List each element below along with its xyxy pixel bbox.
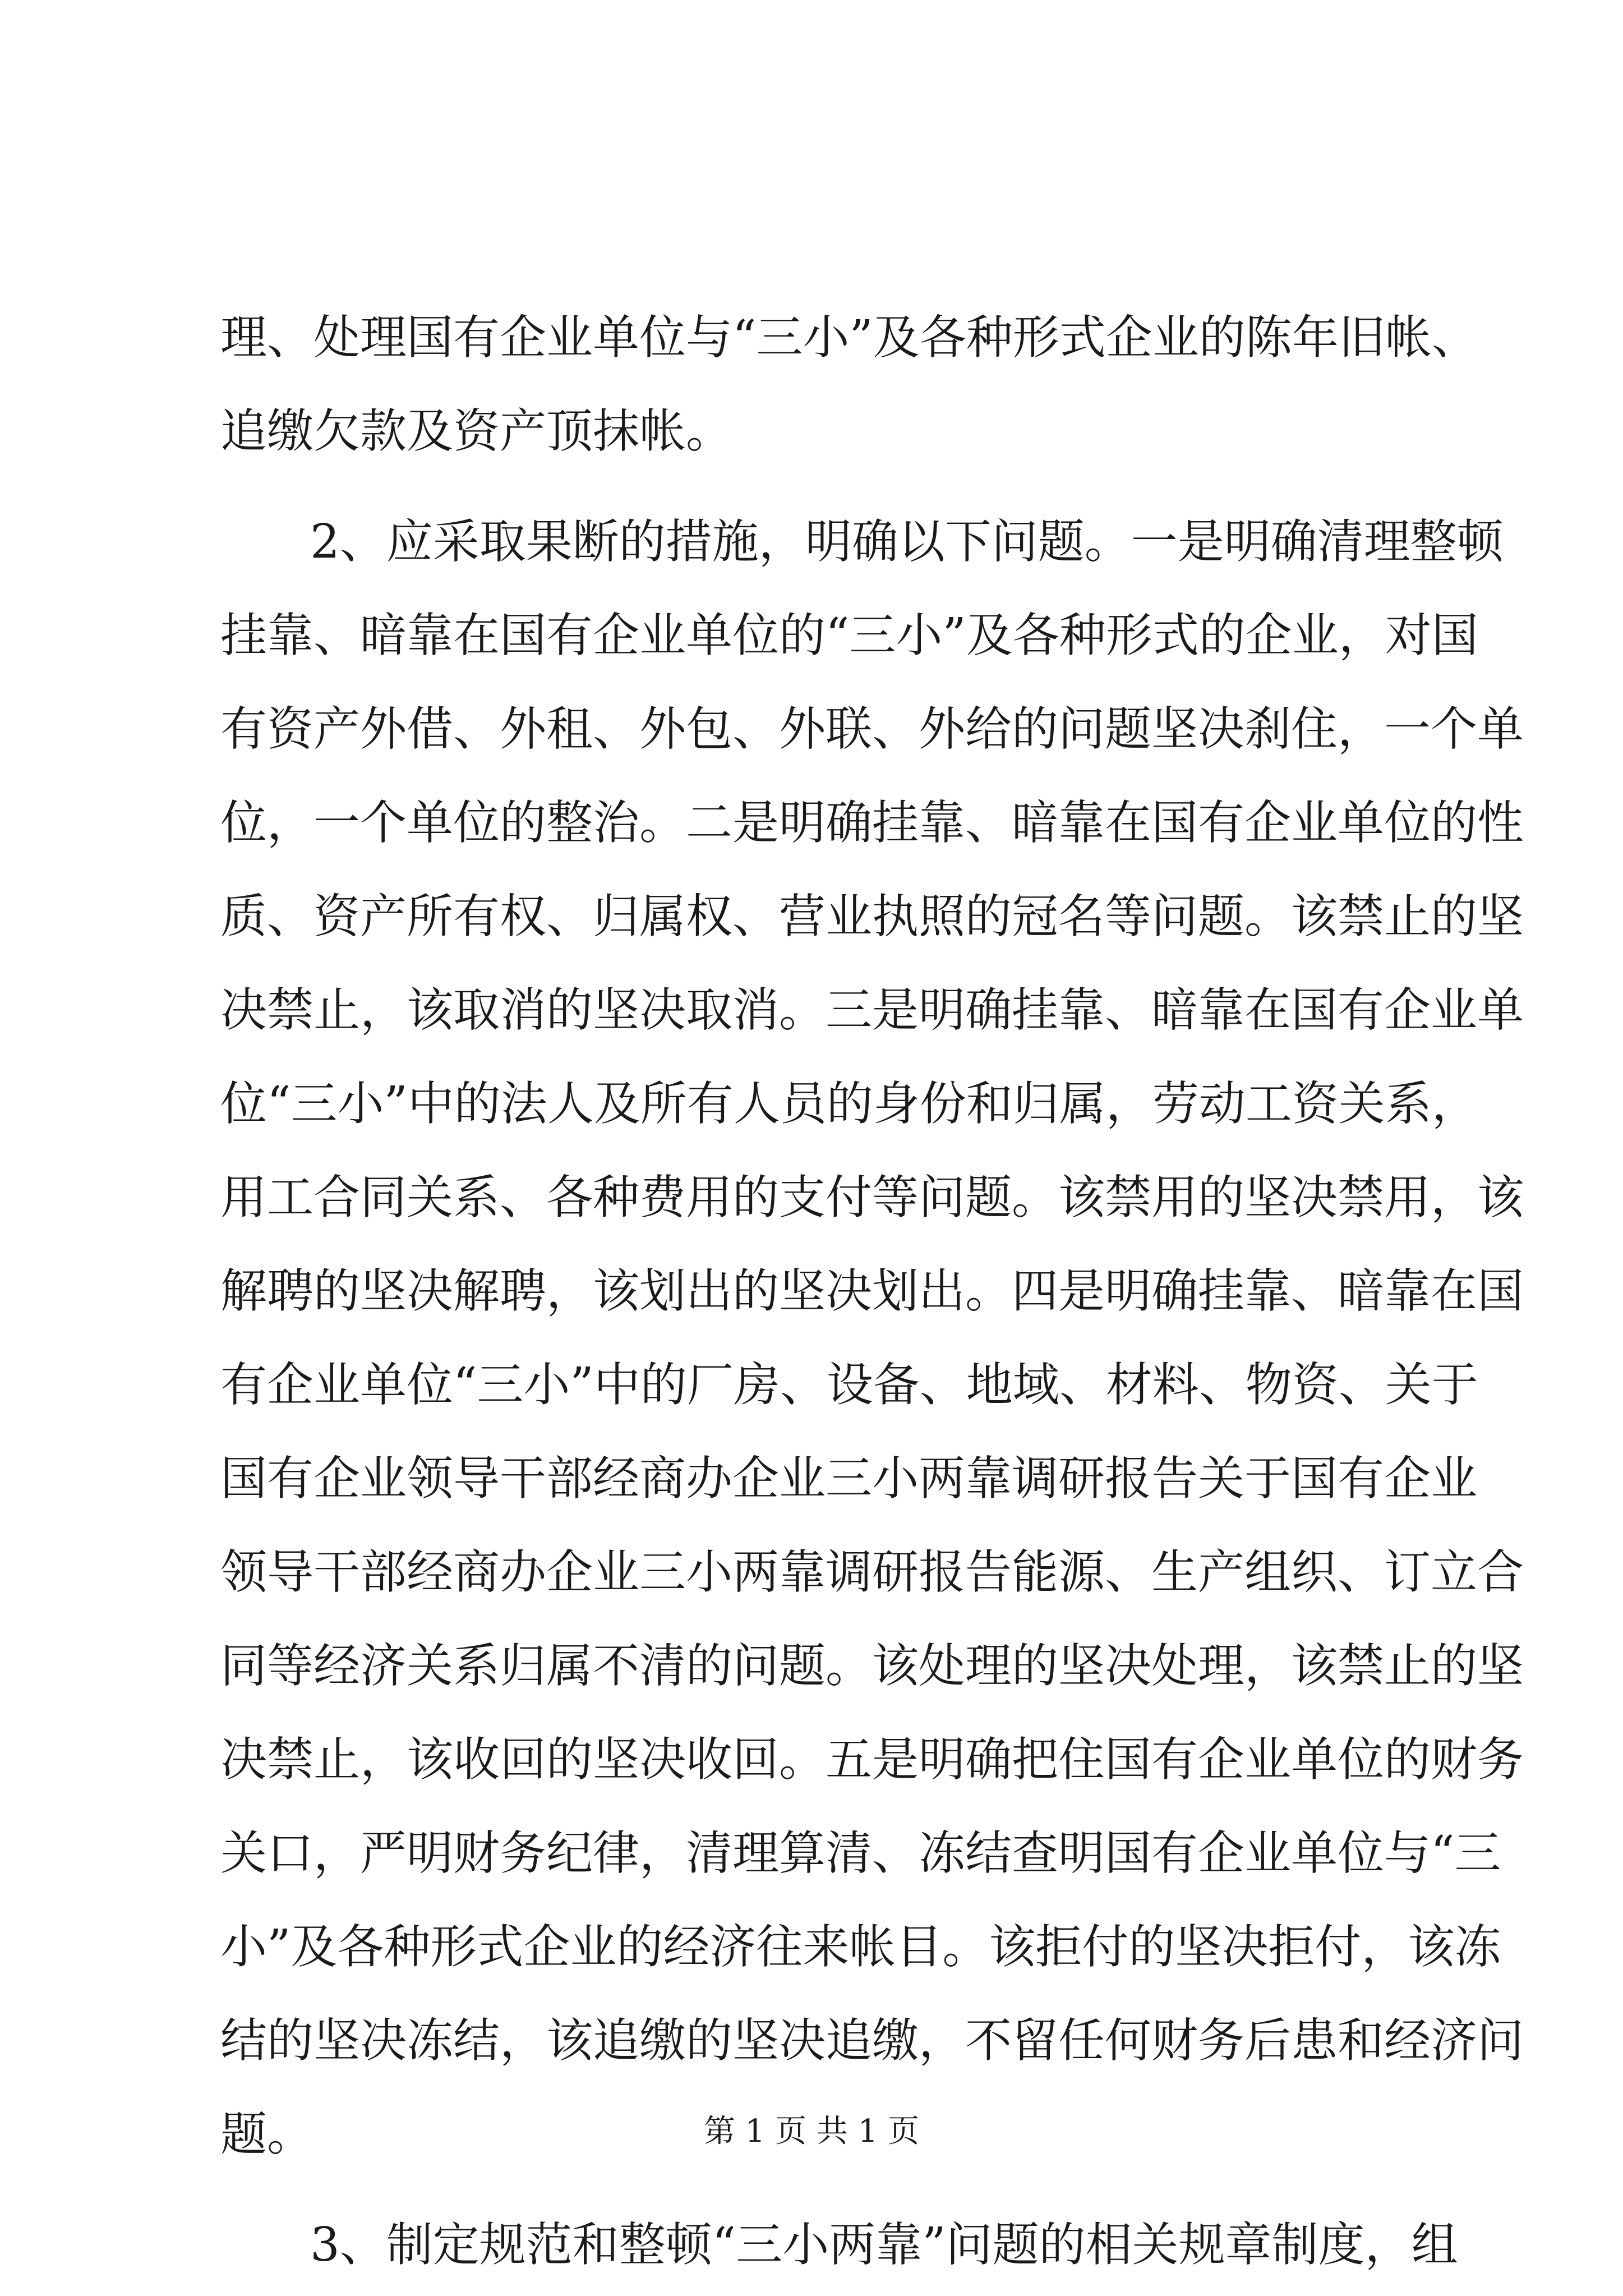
text-line: 理、处理国有企业单位与“三小”及各种形式企业的陈年旧帐、: [220, 310, 1478, 365]
text-line: 解聘的坚决解聘，该划出的坚决划出。四是明确挂靠、暗靠在国: [220, 1264, 1524, 1318]
page-footer: [0, 2109, 1623, 2154]
paragraph-3: [220, 2198, 1458, 2292]
paragraph-1: [220, 291, 1478, 478]
text-line: 2、应采取果断的措施，明确以下问题。一是明确清理整顿: [310, 514, 1504, 569]
text-line: 有资产外借、外租、外包、外联、外给的问题坚决刹住，一个单: [220, 702, 1524, 756]
text-line: 决禁止，该收回的坚决收回。五是明确把住国有企业单位的财务: [220, 1732, 1524, 1787]
body-text: [220, 291, 1524, 2292]
text-line: 关口，严明财务纪律，清理算清、冻结查明国有企业单位与“三: [220, 1826, 1501, 1880]
paragraph-2: [220, 495, 1524, 2181]
text-line: 决禁止，该取消的坚决取消。三是明确挂靠、暗靠在国有企业单: [220, 983, 1524, 1037]
text-line: 小”及各种形式企业的经济往来帐目。该拒付的坚决拒付，该冻: [220, 1920, 1501, 1974]
text-line: 挂靠、暗靠在国有企业单位的“三小”及各种形式的企业，对国: [220, 608, 1478, 662]
text-line: 同等经济关系归属不清的问题。该处理的坚决处理，该禁止的坚: [220, 1639, 1524, 1693]
text-line: 国有企业领导干部经商办企业三小两靠调研报告关于国有企业: [220, 1451, 1477, 1506]
text-line: 位，一个单位的整治。二是明确挂靠、暗靠在国有企业单位的性: [220, 795, 1524, 850]
text-line: 质、资产所有权、归属权、营业执照的冠名等问题。该禁止的坚: [220, 889, 1524, 944]
text-line: 有企业单位“三小”中的厂房、设备、地域、材料、物资、关于: [220, 1358, 1478, 1412]
text-line: 结的坚决冻结，该追缴的坚决追缴，不留任何财务后患和经济问: [220, 2013, 1524, 2068]
text-line: 3、制定规范和整顿“三小两靠”问题的相关规章制度，组: [310, 2217, 1458, 2272]
text-line: 位“三小”中的法人及所有人员的身份和归属，劳动工资关系，: [220, 1076, 1478, 1131]
text-line: 领导干部经商办企业三小两靠调研报告能源、生产组织、订立合: [220, 1545, 1524, 1599]
text-line: 用工合同关系、各种费用的支付等问题。该禁用的坚决禁用，该: [220, 1170, 1524, 1225]
text-line: 追缴欠款及资产顶抹帐。: [220, 404, 732, 458]
text-line: 题。: [220, 2107, 313, 2161]
page-number-label: 第 1 页 共 1 页: [703, 2113, 920, 2150]
